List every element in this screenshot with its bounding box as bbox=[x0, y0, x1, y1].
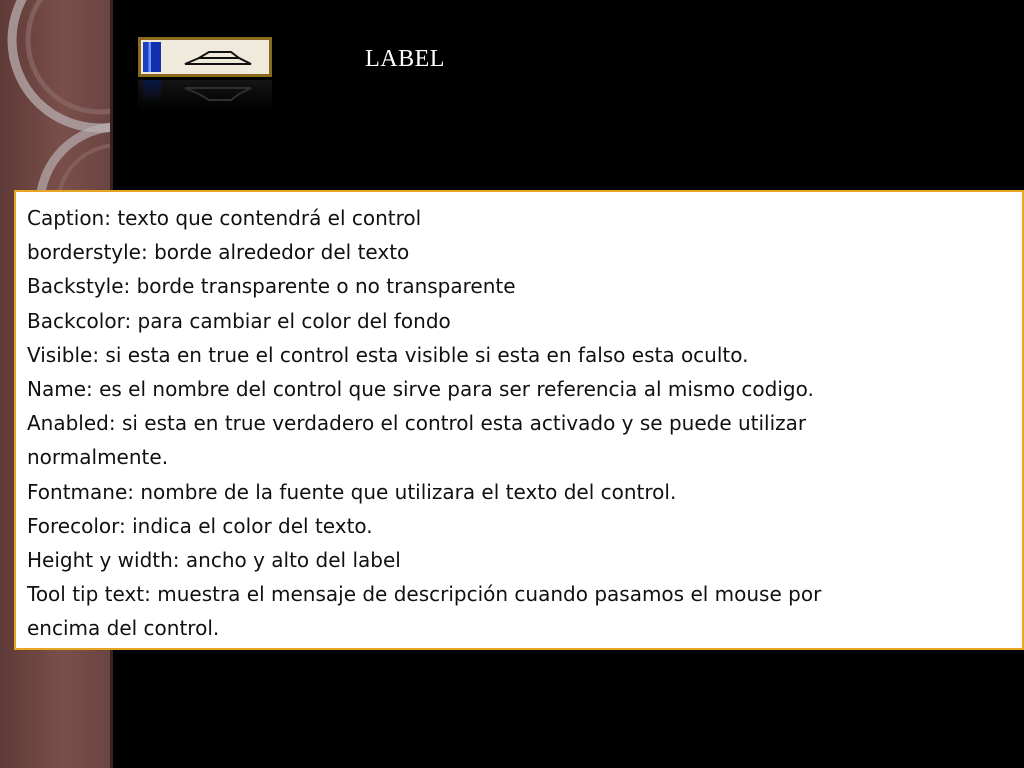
slide-title: LABEL bbox=[365, 46, 445, 72]
property-line: normalmente. bbox=[27, 445, 169, 470]
label-icon-reflection bbox=[138, 80, 272, 112]
property-line: Caption: texto que contendrá el control bbox=[27, 206, 422, 230]
property-line: Height y width: ancho y alto del label bbox=[27, 548, 401, 573]
property-line: Anabled: si esta en true verdadero el control esta activado y se puede utilizar bbox=[27, 411, 807, 436]
reflection-shape-icon bbox=[181, 86, 255, 102]
property-line: encima del control. bbox=[27, 616, 220, 641]
reflection-blue-bar bbox=[143, 80, 161, 102]
property-line: Backstyle: borde transparente o no transparente bbox=[27, 274, 516, 299]
property-line: Backcolor: para cambiar el color del fondo bbox=[27, 308, 451, 333]
icon-blue-bar bbox=[143, 42, 161, 72]
label-shape-icon bbox=[181, 48, 255, 68]
property-line: Tool tip text: muestra el mensaje de descripción cuando pasamos el mouse por bbox=[27, 582, 822, 607]
property-line: Visible: si esta en true el control esta visible si esta en falso esta oculto. bbox=[27, 342, 749, 367]
property-line: borderstyle: borde alrededor del texto bbox=[27, 240, 410, 265]
label-control-icon bbox=[138, 37, 272, 77]
property-line: Name: es el nombre del control que sirve para ser referencia al mismo codigo. bbox=[27, 377, 814, 402]
property-line: Fontmane: nombre de la fuente que utilizara el texto del control. bbox=[27, 479, 677, 504]
properties-box bbox=[14, 190, 1024, 650]
property-line: Forecolor: indica el color del texto. bbox=[27, 513, 373, 538]
